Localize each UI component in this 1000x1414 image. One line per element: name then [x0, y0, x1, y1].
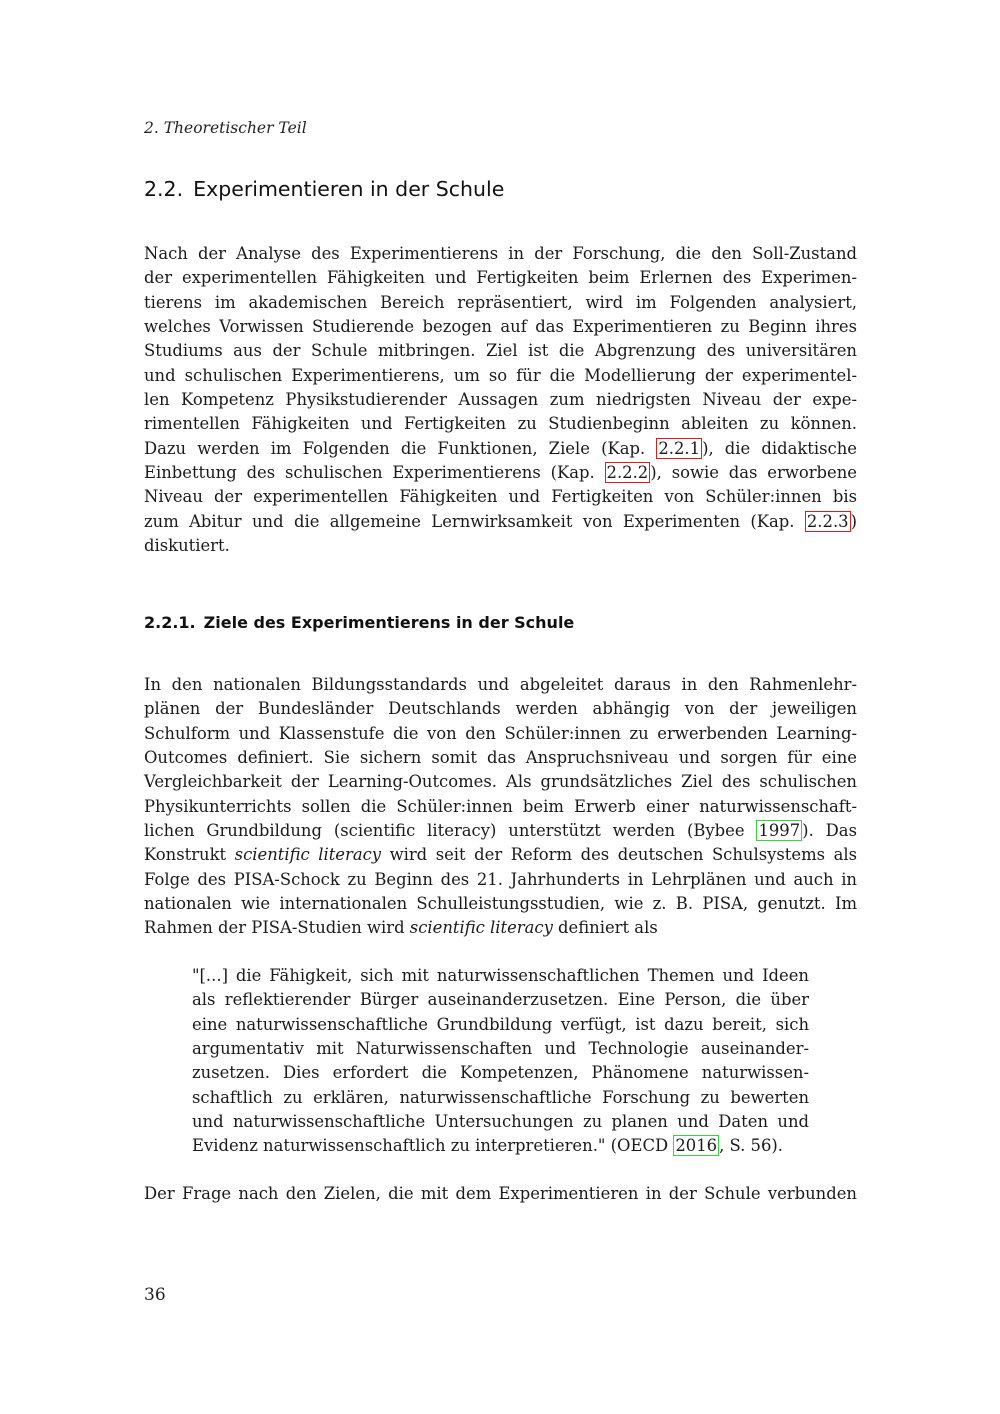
quote-line: schaftlich zu erklären, naturwissenschaftliche Forschung zu bewerten — [192, 1087, 809, 1107]
section-title: Experimentieren in der Schule — [193, 177, 505, 201]
text-line: zum Abitur und die allgemeine Lernwirksamkeit von Experimenten (Kap. 2.2.3 ) — [144, 511, 857, 531]
section-number: 2.2. — [144, 177, 184, 201]
section-ref-link[interactable]: 2.2.1 — [658, 438, 701, 458]
text-line: Der Frage nach den Zielen, die mit dem Experimentieren in der Schule verbunden — [144, 1184, 857, 1203]
text-line: Rahmen der PISA-Studien wird scientific literacy definiert als — [144, 918, 658, 938]
text-line: rimentellen Fähigkeiten und Fertigkeiten zu Studienbeginn ableiten zu können. — [144, 414, 857, 434]
text-line: welches Vorwissen Studierende bezogen auf das Experimentieren zu Beginn ihres — [144, 317, 857, 337]
text-line: In den nationalen Bildungsstandards und abgeleitet daraus in den Rahmenlehr- — [144, 675, 857, 694]
text-line: Konstrukt scientific literacy wird seit der Reform des deutschen Schulsystems als — [144, 845, 857, 865]
text-line: lichen Grundbildung (scientific literacy) unterstützt werden (Bybee 1997 ). Das — [144, 821, 857, 841]
subsection-heading — [144, 613, 574, 632]
page-number: 36 — [144, 1285, 166, 1305]
subsection-number: 2.2.1. — [144, 613, 196, 632]
emphasis: scientific literacy — [409, 918, 553, 938]
quote-line: Evidenz naturwissenschaftlich zu interpretieren." (OECD 2016 , S. 56). — [192, 1136, 784, 1156]
section-heading — [144, 177, 504, 201]
citation-link[interactable]: 2016 — [675, 1136, 718, 1156]
emphasis: scientific literacy — [234, 845, 382, 865]
running-head: 2. Theoretischer Teil — [144, 119, 307, 137]
citation-link[interactable]: 1997 — [758, 821, 801, 841]
text-line: Physikunterrichts sollen die Schüler:innen beim Erwerb einer naturwissenschaft- — [144, 796, 857, 816]
section-ref-link[interactable]: 2.2.3 — [806, 511, 849, 531]
body-paragraph — [144, 673, 857, 941]
text-line: Dazu werden im Folgenden die Funktionen, Ziele (Kap. 2.2.1 ), die didaktische — [144, 438, 857, 458]
block-quote — [192, 964, 809, 1159]
quote-line: zusetzen. Dies erfordert die Kompetenzen, Phänomene naturwissen- — [192, 1063, 809, 1083]
text-line: plänen der Bundesländer Deutschlands werden abhängig von der jeweiligen — [144, 699, 857, 719]
text-line: len Kompetenz Physikstudierender Aussagen zum niedrigsten Niveau der expe- — [144, 390, 857, 410]
section-ref-link[interactable]: 2.2.2 — [606, 463, 649, 483]
quote-line: "[...] die Fähigkeit, sich mit naturwissenschaftlichen Themen und Ideen — [192, 966, 809, 985]
text-line: der experimentellen Fähigkeiten und Fertigkeiten beim Erlernen des Experimen- — [144, 268, 857, 288]
intro-paragraph — [144, 242, 857, 558]
text-line: diskutiert. — [144, 536, 230, 556]
quote-line: als reflektierender Bürger auseinanderzusetzen. Eine Person, die über — [192, 990, 809, 1010]
text-line: Outcomes definiert. Sie sichern somit das Anspruchsniveau und sorgen für eine — [144, 748, 857, 768]
quote-line: argumentativ mit Naturwissenschaften und Technologie auseinander- — [192, 1039, 809, 1059]
subsection-title: Ziele des Experimentierens in der Schule — [203, 613, 575, 632]
text-line: Nach der Analyse des Experimentierens in der Forschung, die den Soll-Zustand — [144, 244, 857, 263]
closing-paragraph — [144, 1182, 857, 1206]
text-line: Schulform und Klassenstufe die von den Schüler:innen zu erwerbenden Learning- — [144, 723, 857, 743]
text-line: Einbettung des schulischen Experimentierens (Kap. 2.2.2 ), sowie das erworbene — [144, 463, 857, 483]
text-line: Vergleichbarkeit der Learning-Outcomes. Als grundsätzliches Ziel des schulischen — [144, 772, 857, 792]
quote-line: eine naturwissenschaftliche Grundbildung verfügt, ist dazu bereit, sich — [192, 1014, 809, 1034]
text-line: tierens im akademischen Bereich repräsentiert, wird im Folgenden analysiert, — [144, 292, 857, 312]
text-line: Folge des PISA-Schock zu Beginn des 21. Jahrhunderts in Lehrplänen und auch in — [144, 869, 857, 889]
text-line: Niveau der experimentellen Fähigkeiten und Fertigkeiten von Schüler:innen bis — [144, 487, 857, 507]
text-line: nationalen wie internationalen Schulleistungsstudien, wie z. B. PISA, genutzt. Im — [144, 894, 857, 914]
text-line: und schulischen Experimentierens, um so für die Modellierung der experimentel- — [144, 365, 857, 385]
text-line: Studiums aus der Schule mitbringen. Ziel ist die Abgrenzung des universitären — [144, 341, 857, 361]
quote-line: und naturwissenschaftliche Untersuchungen zu planen und Daten und — [192, 1112, 809, 1132]
